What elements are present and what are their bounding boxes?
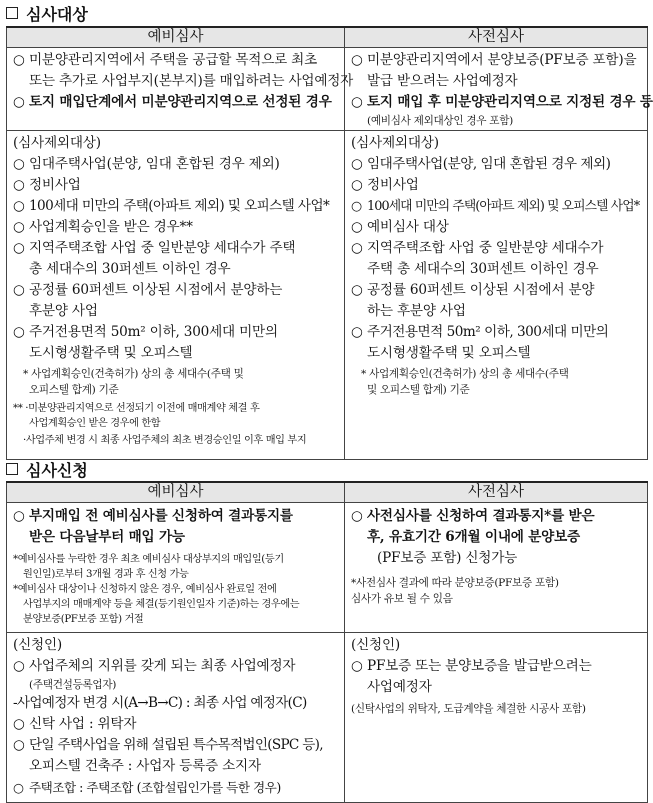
section-title-text: 심사신청: [26, 460, 88, 480]
footnote-cont: 및 오피스텔 합계) 기준: [367, 384, 470, 396]
footnote: ·사업주체 변경 시 최종 사업주체의 최초 변경승인일 이후 매입 부지: [23, 435, 307, 446]
footnote: *사전심사 결과에 따라 분양보증(PF보증 포함): [351, 577, 559, 589]
list-item-cont: 후분양 사업: [29, 303, 98, 319]
cell-prior-targets: [345, 48, 653, 131]
list-item: ○ 정비사업: [351, 177, 419, 193]
table-row-exclusions: [7, 131, 648, 460]
footnote-cont: 분양보증(PF보증 포함) 거절: [23, 614, 144, 625]
col-header-prior: 사전심사: [345, 482, 648, 503]
list-item: ○ 토지 매입 후 미분양관리지역으로 지정된 경우 등: [351, 94, 653, 110]
subheading: (신청인): [351, 637, 401, 653]
list-item: ○ 사업주체의 지위를 갖게 되는 최종 사업예정자: [13, 658, 296, 674]
list-item: ○ 100세대 미만의 주택(아파트 제외) 및 오피스텔 사업*: [351, 199, 640, 214]
footnote: *예비심사 대상이나 신청하지 않은 경우, 예비심사 완료일 전에: [13, 584, 277, 595]
list-item: ○ 정비사업: [13, 177, 81, 193]
list-item-cont: 받은 다음날부터 매입 가능: [29, 529, 185, 545]
application-table: [6, 481, 648, 803]
section-title-review-target: [6, 2, 88, 24]
subheading: (심사제외대상): [13, 135, 101, 151]
table-row-applicant: [7, 633, 648, 803]
footnote-cont: 원인일)로부터 3개월 경과 후 신청 가능: [23, 569, 189, 580]
list-item-cont: (주택건설등록업자): [29, 679, 117, 691]
list-item-cont: (PF보증 포함) 신청가능: [377, 550, 518, 566]
list-item: ○ 단일 주택사업을 위해 설립된 특수목적법인(SPC 등),: [13, 737, 323, 753]
cell-preliminary-timing: [7, 503, 345, 633]
subheading: (신청인): [13, 637, 63, 653]
list-item-cont: 주택 총 세대수의 30퍼센트 이하인 경우: [367, 261, 599, 277]
col-header-preliminary: 예비심사: [7, 482, 345, 503]
list-item-cont: 사업예정자: [367, 679, 432, 695]
list-item: ○ 지역주택조합 사업 중 일반분양 세대수가 주택: [13, 240, 296, 256]
list-item-cont: 하는 후분양 사업: [367, 303, 466, 319]
footnote: *예비심사를 누락한 경우 최초 예비심사 대상부지의 매입일(등기: [13, 554, 284, 565]
list-item-cont: 총 세대수의 30퍼센트 이하인 경우: [29, 261, 231, 277]
checkbox-square-icon: [6, 463, 18, 475]
list-item-cont: 발급 받으려는 사업예정자: [367, 73, 518, 89]
note-text: (예비심사 제외대상인 경우 포함): [367, 115, 514, 127]
checkbox-square-icon: [6, 7, 18, 19]
section-title-application: [6, 458, 88, 480]
cell-preliminary-applicant: [7, 633, 345, 803]
col-header-preliminary: 예비심사: [7, 27, 345, 48]
list-item: ○ PF보증 또는 분양보증을 발급받으려는: [351, 658, 592, 674]
list-item: ○ 임대주택사업(분양, 임대 혼합된 경우 제외): [13, 156, 280, 172]
list-item: ○ 사전심사를 신청하여 결과통지*를 받은: [351, 508, 595, 524]
list-item-cont: 또는 추가로 사업부지(본부지)를 매입하려는 사업예정자: [29, 73, 354, 89]
list-item: ○ 100세대 미만의 주택(아파트 제외) 및 오피스텔 사업*: [13, 198, 330, 214]
footnote-cont: 사업부지의 매매계약 등을 체결(등기원인일자 기준)하는 경우에는: [23, 599, 300, 610]
list-item: ○ 신탁 사업 : 위탁자: [13, 716, 137, 732]
list-item: ○ 예비심사 대상: [351, 219, 449, 235]
footnote: * 사업계획승인(건축허가) 상의 총 세대수(주택: [361, 368, 569, 380]
cell-prior-timing: [345, 503, 648, 633]
list-item: ○ 임대주택사업(분양, 임대 혼합된 경우 제외): [351, 156, 611, 172]
list-item: ○ 주거전용면적 50m² 이하, 300세대 미만의: [351, 324, 609, 340]
list-item: ○ 공정률 60퍼센트 이상된 시점에서 분양: [351, 282, 595, 298]
cell-prior-applicant: [345, 633, 648, 803]
list-item: ○ 주택조합 : 주택조합 (조합설립인가를 득한 경우): [13, 780, 281, 795]
cell-preliminary-exclusions: [7, 131, 345, 460]
list-item: -사업예정자 변경 시(A→B→C) : 최종 사업 예정자(C): [13, 695, 307, 711]
list-item: ○ 지역주택조합 사업 중 일반분양 세대수가: [351, 240, 604, 256]
list-item: ○ 토지 매입단계에서 미분양관리지역으로 선정된 경우: [13, 94, 332, 110]
footnote: (신탁사업의 위탁자, 도급계약을 체결한 시공사 포함): [351, 703, 586, 715]
footnote: ** ·미분양관리지역으로 선정되기 이전에 매매계약 체결 후: [13, 403, 260, 414]
table-header-row: [7, 482, 648, 503]
list-item-cont: 오피스텔 건축주 : 사업자 등록증 소지자: [29, 758, 261, 774]
list-item: ○ 부지매입 전 예비심사를 신청하여 결과통지를: [13, 508, 293, 524]
cell-prior-exclusions: [345, 131, 648, 460]
table-row-targets: [7, 48, 648, 131]
section-title-text: 심사대상: [26, 4, 88, 24]
list-item-cont: 도시형생활주택 및 오피스텔: [29, 345, 193, 361]
list-item: ○ 주거전용면적 50m² 이하, 300세대 미만의: [13, 324, 278, 340]
list-item-cont: 도시형생활주택 및 오피스텔: [367, 345, 531, 361]
list-item: ○ 공정률 60퍼센트 이상된 시점에서 분양하는: [13, 282, 283, 298]
list-item: ○ 사업계획승인을 받은 경우**: [13, 219, 193, 235]
list-item: ○ 미분양관리지역에서 분양보증(PF보증 포함)을: [351, 52, 637, 68]
footnote-cont: 심사가 유보 될 수 있음: [351, 593, 453, 605]
footnote: * 사업계획승인(건축허가) 상의 총 세대수(주택 및: [23, 368, 244, 380]
list-item: ○ 미분양관리지역에서 주택을 공급할 목적으로 최초: [13, 52, 318, 68]
table-header-row: [7, 27, 648, 48]
list-item-cont: 후, 유효기간 6개월 이내에 분양보증: [367, 529, 580, 545]
cell-preliminary-targets: [7, 48, 354, 131]
review-target-table: [6, 26, 653, 460]
footnote-cont: 오피스텔 합계) 기준: [29, 384, 119, 396]
subheading: (심사제외대상): [351, 135, 439, 151]
footnote-cont: 사업계획승인 받은 경우에 한함: [29, 418, 161, 429]
table-row-timing: [7, 503, 648, 633]
col-header-prior: 사전심사: [345, 27, 648, 48]
